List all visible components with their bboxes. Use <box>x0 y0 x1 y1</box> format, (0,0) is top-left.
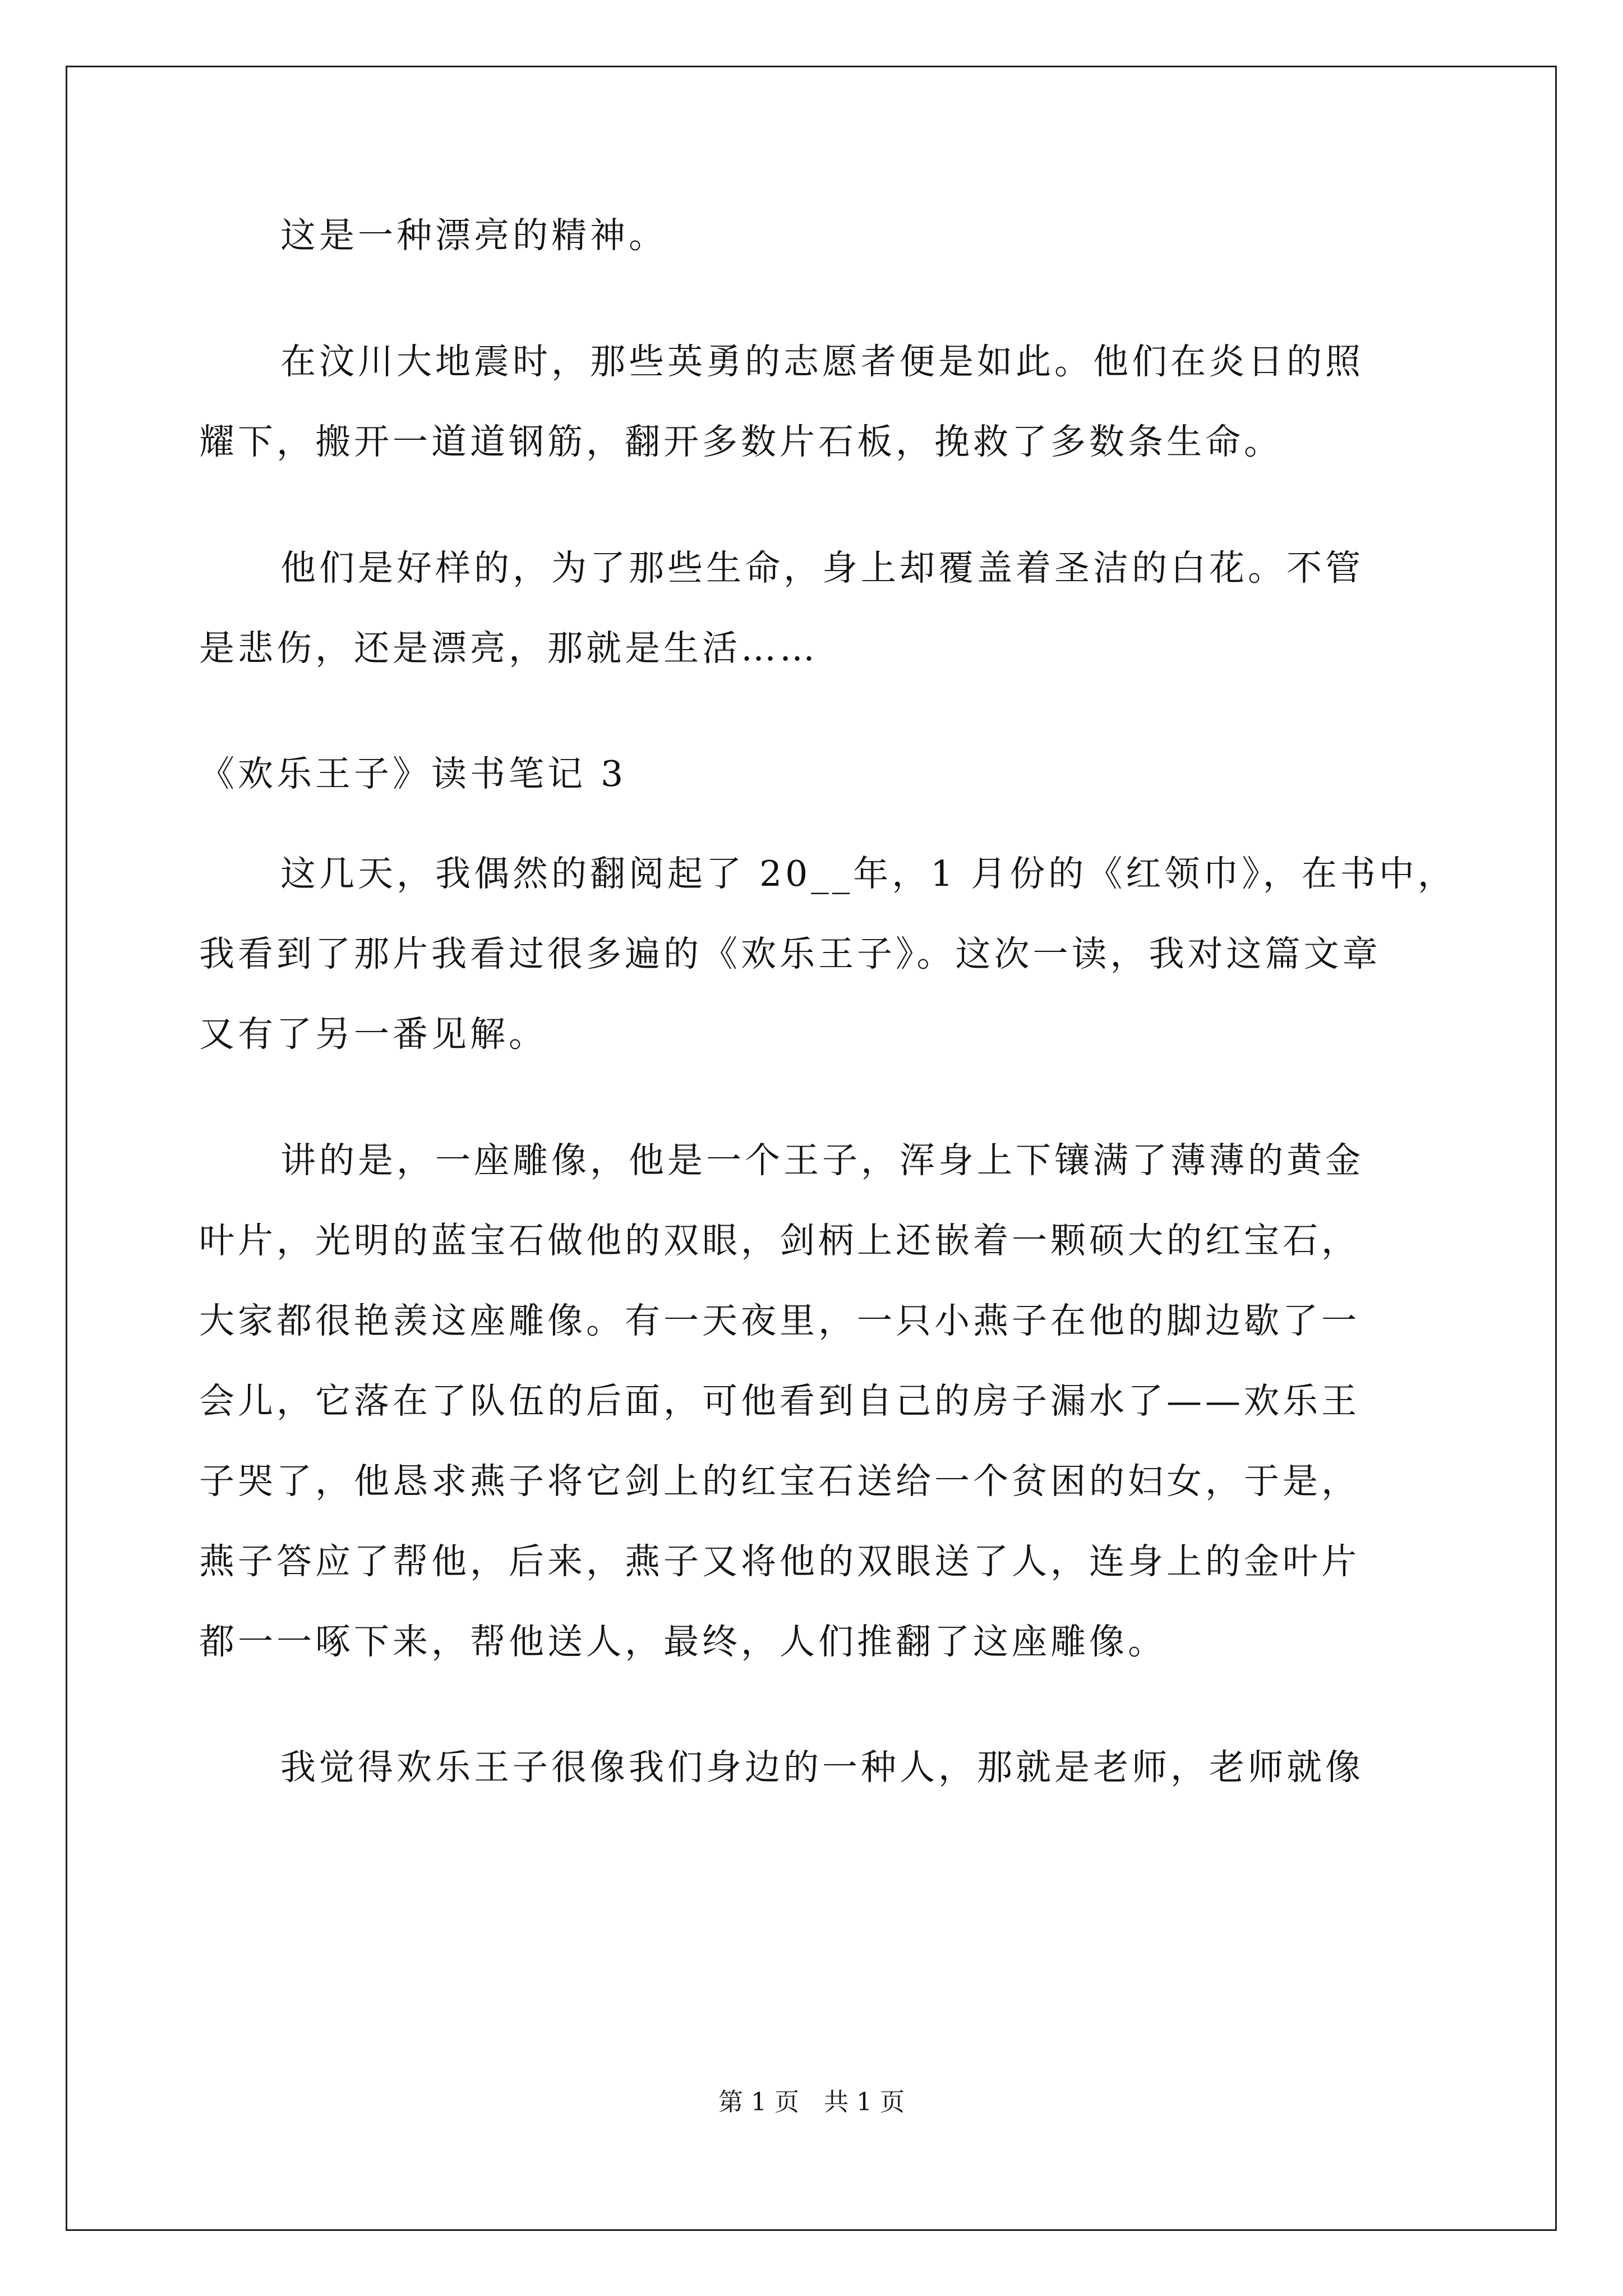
text-line: 是悲伤，还是漂亮，那就是生活…… <box>199 628 818 669</box>
text-line: 会儿，它落在了队伍的后面，可他看到自己的房子漏水了——欢乐王 <box>199 1381 1360 1421</box>
text-line: 燕子答应了帮他，后来，燕子又将他的双眼送了人，连身上的金叶片 <box>199 1541 1360 1582</box>
text-line: 他们是好样的，为了那些生命，身上却覆盖着圣洁的白花。不管 <box>280 547 1364 588</box>
text-line: 讲的是，一座雕像，他是一个王子，浑身上下镶满了薄薄的黄金 <box>280 1140 1364 1181</box>
text-line: 我看到了那片我看过很多遍的《欢乐王子》。这次一读，我对这篇文章 <box>199 933 1381 974</box>
text-line: 我觉得欢乐王子很像我们身边的一种人，那就是老师，老师就像 <box>280 1747 1364 1788</box>
text-line: 耀下，搬开一道道钢筋，翻开多数片石板，挽救了多数条生命。 <box>199 421 1283 462</box>
text-line: 这是一种漂亮的精神。 <box>280 215 667 256</box>
text-line: 在汶川大地震时，那些英勇的志愿者便是如此。他们在炎日的照 <box>280 341 1364 382</box>
section-heading: 《欢乐王子》读书笔记 3 <box>199 753 627 794</box>
text-line: 这几天，我偶然的翻阅起了 20__年，1 月份的《红领巾》，在书中， <box>280 853 1456 894</box>
text-line: 都一一啄下来，帮他送人，最终，人们推翻了这座雕像。 <box>199 1621 1166 1662</box>
text-line: 子哭了，他恳求燕子将它剑上的红宝石送给一个贫困的妇女，于是， <box>199 1461 1360 1502</box>
text-line: 叶片，光明的蓝宝石做他的双眼，剑柄上还嵌着一颗硕大的红宝石， <box>199 1220 1360 1261</box>
page-number-footer: 第 1 页 共 1 页 <box>718 2088 905 2116</box>
text-line: 又有了另一番见解。 <box>199 1014 547 1055</box>
text-line: 大家都很艳羡这座雕像。有一天夜里，一只小燕子在他的脚边歇了一 <box>199 1300 1360 1341</box>
